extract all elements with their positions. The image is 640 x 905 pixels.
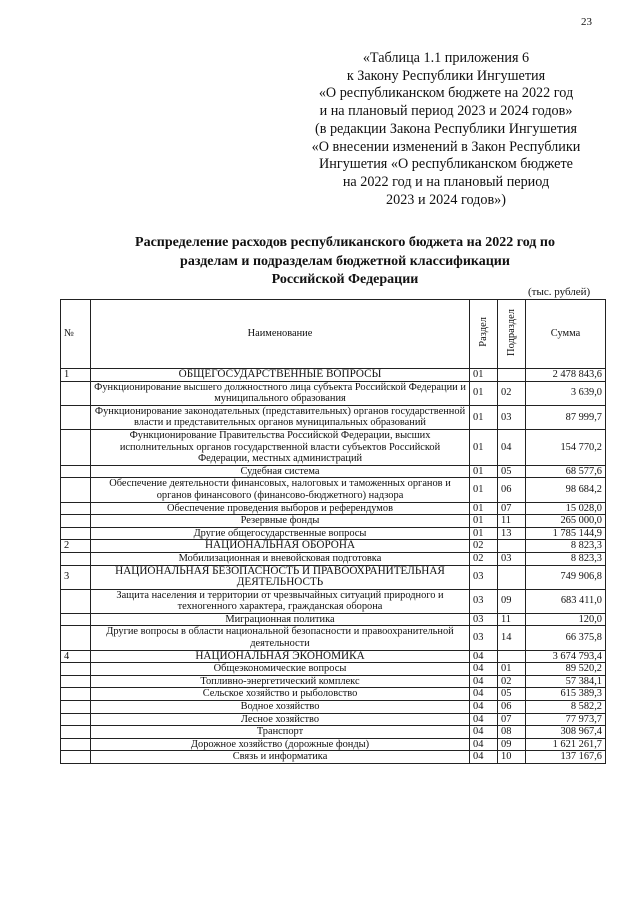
cell-section: 01 <box>470 465 498 478</box>
header-name: Наименование <box>91 300 470 369</box>
cell-name: Сельское хозяйство и рыболовство <box>91 688 470 701</box>
cell-name: Лесное хозяйство <box>91 713 470 726</box>
cell-section: 04 <box>470 701 498 714</box>
cell-section: 04 <box>470 650 498 663</box>
cell-number <box>61 502 91 515</box>
cell-subsection: 03 <box>498 405 526 429</box>
cell-subsection: 10 <box>498 751 526 764</box>
table-row <box>61 405 606 429</box>
cell-sum: 1 785 144,9 <box>526 527 606 540</box>
cell-section: 01 <box>470 405 498 429</box>
cell-subsection: 02 <box>498 381 526 405</box>
cell-name: Другие вопросы в области национальной безопасности и правоохранительной деятельности <box>91 626 470 650</box>
cell-section: 04 <box>470 738 498 751</box>
cell-section: 03 <box>470 565 498 589</box>
cell-sum: 154 770,2 <box>526 429 606 465</box>
cell-subsection: 08 <box>498 726 526 739</box>
cell-section: 02 <box>470 552 498 565</box>
cell-name: Функционирование высшего должностного лица субъекта Российской Федерации и муниципального образования <box>91 381 470 405</box>
appendix-header <box>296 50 596 209</box>
cell-section: 02 <box>470 540 498 553</box>
cell-subsection: 14 <box>498 626 526 650</box>
appendix-line: на 2022 год и на плановый период <box>342 173 550 190</box>
cell-number <box>61 478 91 502</box>
table-row <box>61 429 606 465</box>
cell-sum: 8 582,2 <box>526 701 606 714</box>
cell-section: 03 <box>470 626 498 650</box>
cell-subsection: 13 <box>498 527 526 540</box>
appendix-line: Ингушетия «О республиканском бюджете <box>319 156 573 173</box>
cell-section: 01 <box>470 502 498 515</box>
cell-sum: 749 906,8 <box>526 565 606 589</box>
table-body <box>61 369 606 764</box>
cell-name: Функционирование законодательных (представительных) органов государственной власти и представительных органов муниципальных образований <box>91 405 470 429</box>
cell-number <box>61 465 91 478</box>
cell-name: Общеэкономические вопросы <box>91 663 470 676</box>
cell-name: ОБЩЕГОСУДАРСТВЕННЫЕ ВОПРОСЫ <box>91 369 470 382</box>
cell-subsection: 06 <box>498 701 526 714</box>
table-row <box>61 701 606 714</box>
cell-subsection <box>498 540 526 553</box>
cell-name: Связь и информатика <box>91 751 470 764</box>
cell-number <box>61 713 91 726</box>
cell-number <box>61 626 91 650</box>
cell-name: Обеспечение проведения выборов и референдумов <box>91 502 470 515</box>
cell-name: Топливно-энергетический комплекс <box>91 675 470 688</box>
cell-number <box>61 515 91 528</box>
cell-number <box>61 429 91 465</box>
cell-number <box>61 381 91 405</box>
table-row <box>61 626 606 650</box>
cell-subsection: 07 <box>498 713 526 726</box>
cell-subsection: 02 <box>498 675 526 688</box>
cell-number: 1 <box>61 369 91 382</box>
table-row <box>61 465 606 478</box>
appendix-line: (в редакции Закона Республики Ингушетия <box>314 120 578 137</box>
table-row-section <box>61 540 606 553</box>
cell-name: Функционирование Правительства Российской Федерации, высших исполнительных органов государственной власти субъектов Российской Федерации, местных администраций <box>91 429 470 465</box>
appendix-line: «О республиканском бюджете на 2022 год <box>318 85 574 102</box>
cell-subsection: 06 <box>498 478 526 502</box>
cell-name: Мобилизационная и вневойсковая подготовка <box>91 552 470 565</box>
cell-number <box>61 552 91 565</box>
cell-subsection: 07 <box>498 502 526 515</box>
cell-section: 01 <box>470 478 498 502</box>
table-row <box>61 688 606 701</box>
table-row-section <box>61 650 606 663</box>
cell-name: Дорожное хозяйство (дорожные фонды) <box>91 738 470 751</box>
cell-sum: 3 639,0 <box>526 381 606 405</box>
cell-name: Резервные фонды <box>91 515 470 528</box>
table-row-section <box>61 565 606 589</box>
cell-subsection: 11 <box>498 613 526 626</box>
cell-sum: 89 520,2 <box>526 663 606 676</box>
cell-name: Судебная система <box>91 465 470 478</box>
cell-section: 01 <box>470 381 498 405</box>
cell-subsection: 11 <box>498 515 526 528</box>
cell-section: 04 <box>470 675 498 688</box>
cell-sum: 1 621 261,7 <box>526 738 606 751</box>
cell-number <box>61 613 91 626</box>
title-line: Российской Федерации <box>271 272 419 287</box>
appendix-line: «Таблица 1.1 приложения 6 <box>362 50 530 66</box>
cell-subsection: 05 <box>498 688 526 701</box>
cell-sum: 66 375,8 <box>526 626 606 650</box>
cell-name: Обеспечение деятельности финансовых, налоговых и таможенных органов и органов финансового (финансово-бюджетного) надзора <box>91 478 470 502</box>
cell-section: 04 <box>470 726 498 739</box>
budget-table <box>60 299 606 764</box>
cell-number <box>61 675 91 688</box>
cell-subsection <box>498 650 526 663</box>
page-number: 23 <box>581 16 592 28</box>
cell-name: НАЦИОНАЛЬНАЯ ЭКОНОМИКА <box>91 650 470 663</box>
cell-number <box>61 688 91 701</box>
cell-subsection: 09 <box>498 738 526 751</box>
cell-subsection <box>498 565 526 589</box>
appendix-line: «О внесении изменений в Закон Республики <box>311 138 581 155</box>
appendix-line: к Закону Республики Ингушетия <box>346 67 546 84</box>
cell-sum: 683 411,0 <box>526 589 606 613</box>
table-row-section <box>61 369 606 382</box>
table-row <box>61 502 606 515</box>
cell-number <box>61 527 91 540</box>
table-row <box>61 613 606 626</box>
cell-section: 01 <box>470 369 498 382</box>
cell-sum: 68 577,6 <box>526 465 606 478</box>
cell-section: 01 <box>470 429 498 465</box>
cell-section: 04 <box>470 713 498 726</box>
cell-name: Другие общегосударственные вопросы <box>91 527 470 540</box>
cell-section: 01 <box>470 527 498 540</box>
units-label: (тыс. рублей) <box>528 286 591 298</box>
header-number: № <box>61 300 91 369</box>
cell-number <box>61 589 91 613</box>
document-title <box>60 234 630 290</box>
cell-number <box>61 663 91 676</box>
table-row <box>61 675 606 688</box>
cell-number <box>61 738 91 751</box>
cell-section: 01 <box>470 515 498 528</box>
cell-sum: 137 167,6 <box>526 751 606 764</box>
cell-sum: 77 973,7 <box>526 713 606 726</box>
table-row <box>61 751 606 764</box>
cell-sum: 615 389,3 <box>526 688 606 701</box>
cell-section: 03 <box>470 589 498 613</box>
cell-subsection: 09 <box>498 589 526 613</box>
cell-name: Миграционная политика <box>91 613 470 626</box>
table-row <box>61 738 606 751</box>
table-row <box>61 478 606 502</box>
cell-section: 04 <box>470 663 498 676</box>
table-row <box>61 589 606 613</box>
cell-section: 03 <box>470 613 498 626</box>
table-row <box>61 726 606 739</box>
cell-subsection: 05 <box>498 465 526 478</box>
cell-sum: 8 823,3 <box>526 540 606 553</box>
header-sum: Сумма <box>526 300 606 369</box>
cell-subsection: 04 <box>498 429 526 465</box>
cell-number <box>61 726 91 739</box>
cell-name: Транспорт <box>91 726 470 739</box>
appendix-line: 2023 и 2024 годов») <box>386 191 506 208</box>
cell-subsection <box>498 369 526 382</box>
title-line: разделам и подразделам бюджетной классификации <box>180 253 510 269</box>
cell-number <box>61 701 91 714</box>
cell-name: Водное хозяйство <box>91 701 470 714</box>
cell-sum: 98 684,2 <box>526 478 606 502</box>
header-subsection-label: Подраздел <box>505 308 517 356</box>
cell-name: НАЦИОНАЛЬНАЯ ОБОРОНА <box>91 540 470 553</box>
header-subsection <box>498 300 526 369</box>
cell-sum: 15 028,0 <box>526 502 606 515</box>
appendix-line: и на плановый период 2023 и 2024 годов» <box>319 103 573 120</box>
cell-section: 04 <box>470 751 498 764</box>
cell-number <box>61 751 91 764</box>
header-section <box>470 300 498 369</box>
cell-name: НАЦИОНАЛЬНАЯ БЕЗОПАСНОСТЬ И ПРАВООХРАНИТЕЛЬНАЯ ДЕЯТЕЛЬНОСТЬ <box>91 565 470 589</box>
cell-number: 4 <box>61 650 91 663</box>
cell-sum: 120,0 <box>526 613 606 626</box>
cell-sum: 265 000,0 <box>526 515 606 528</box>
cell-subsection: 03 <box>498 552 526 565</box>
table-row <box>61 713 606 726</box>
cell-subsection: 01 <box>498 663 526 676</box>
cell-name: Защита населения и территории от чрезвычайных ситуаций природного и техногенного характера, гражданская оборона <box>91 589 470 613</box>
cell-sum: 3 674 793,4 <box>526 650 606 663</box>
table-row <box>61 381 606 405</box>
cell-sum: 8 823,3 <box>526 552 606 565</box>
cell-sum: 2 478 843,6 <box>526 369 606 382</box>
header-section-label: Раздел <box>477 317 489 348</box>
cell-number: 2 <box>61 540 91 553</box>
table-header-row <box>61 300 606 369</box>
table-row <box>61 552 606 565</box>
table-row <box>61 527 606 540</box>
cell-section: 04 <box>470 688 498 701</box>
cell-sum: 87 999,7 <box>526 405 606 429</box>
cell-sum: 57 384,1 <box>526 675 606 688</box>
cell-number <box>61 405 91 429</box>
title-line: Распределение расходов республиканского бюджета на 2022 год по <box>135 235 555 250</box>
table-row <box>61 515 606 528</box>
table-row <box>61 663 606 676</box>
cell-sum: 308 967,4 <box>526 726 606 739</box>
cell-number: 3 <box>61 565 91 589</box>
